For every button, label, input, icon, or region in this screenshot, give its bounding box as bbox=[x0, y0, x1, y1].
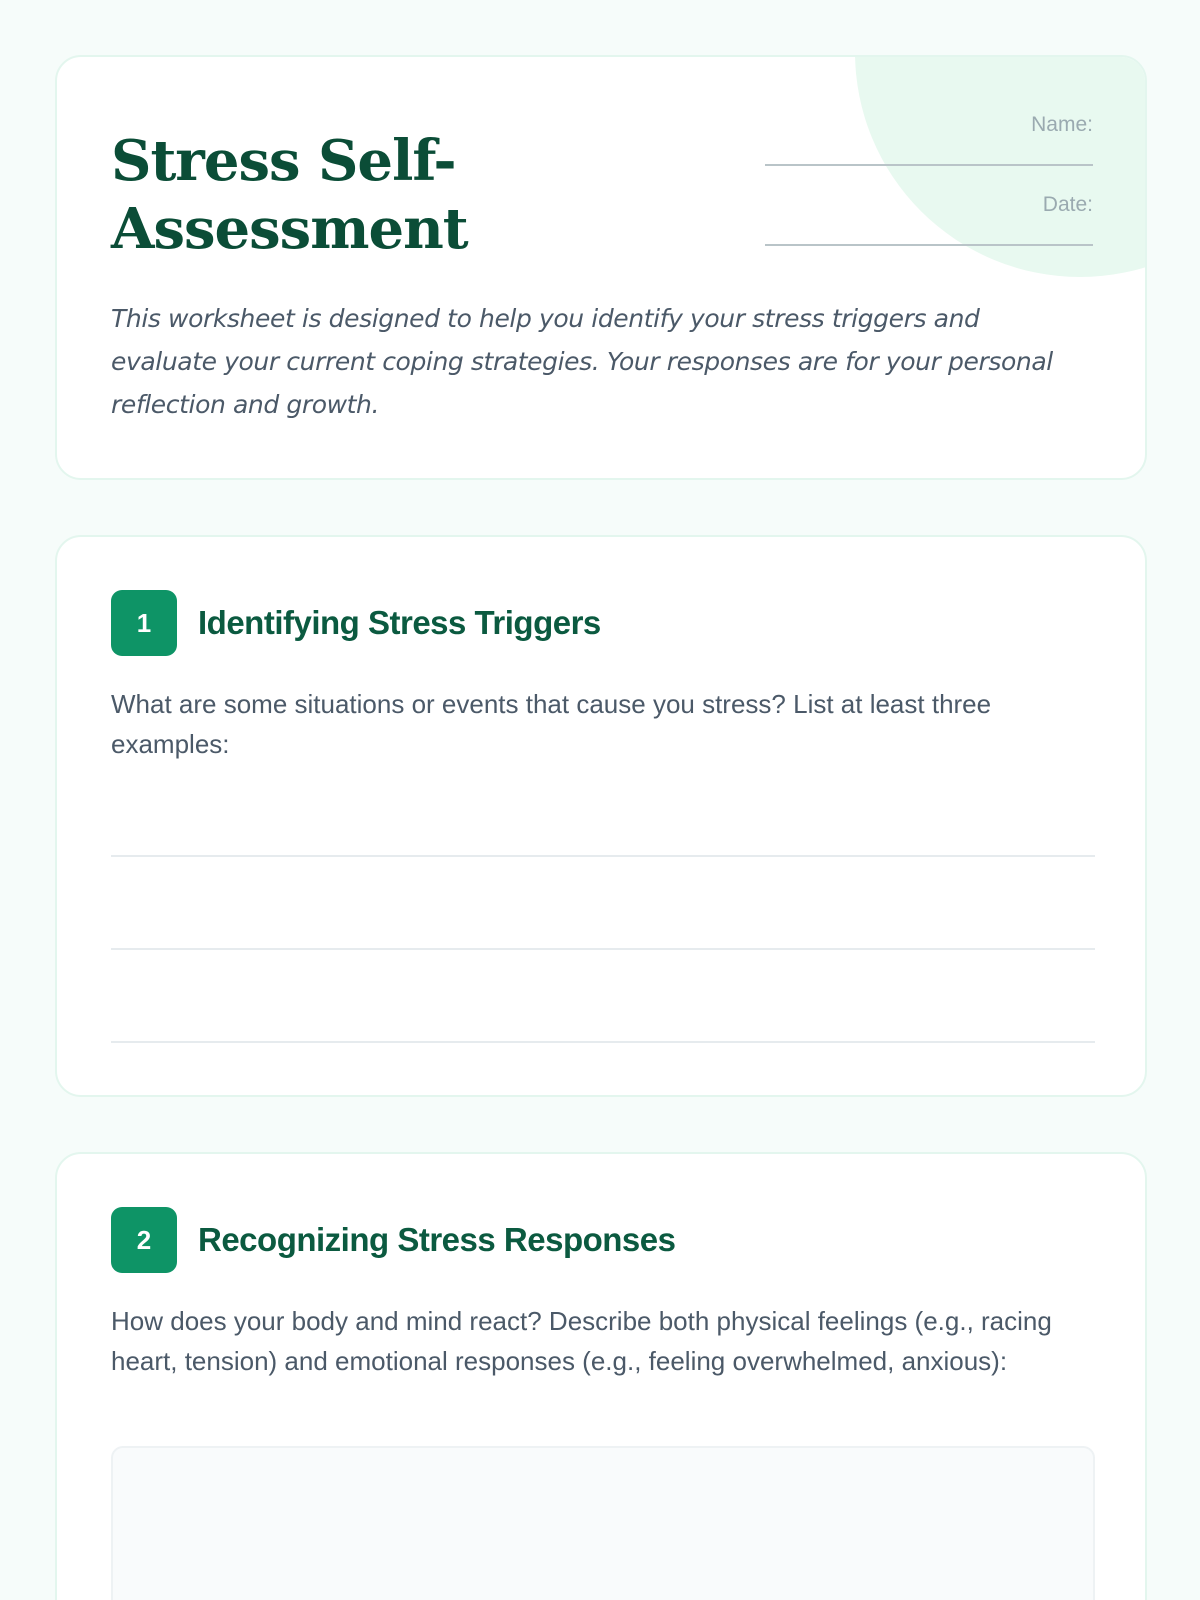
date-line[interactable] bbox=[765, 244, 1093, 246]
section-card-responses bbox=[55, 1152, 1147, 1600]
section-heading bbox=[111, 590, 601, 656]
section-card-triggers bbox=[55, 535, 1147, 1097]
date-label: Date: bbox=[1042, 193, 1093, 216]
intro-text: This worksheet is designed to help you identify your stress triggers and evaluate your current coping strategies. Your responses are for your personal reflection and growth. bbox=[111, 304, 1053, 419]
section-prompt: What are some situations or events that cause you stress? List at least three examples: bbox=[111, 689, 992, 759]
section-heading bbox=[111, 1207, 675, 1273]
name-field[interactable] bbox=[765, 113, 1093, 166]
section-number-badge: 2 bbox=[111, 1207, 177, 1273]
date-field[interactable] bbox=[765, 193, 1093, 246]
answer-line-1[interactable] bbox=[111, 855, 1095, 857]
answer-line-3[interactable] bbox=[111, 1041, 1095, 1043]
name-label: Name: bbox=[1031, 113, 1093, 136]
answer-line-2[interactable] bbox=[111, 948, 1095, 950]
section-prompt: How does your body and mind react? Describe both physical feelings (e.g., racing heart, tension) and emotional responses (e.g., feeling overwhelmed, anxious): bbox=[111, 1306, 1052, 1376]
name-line[interactable] bbox=[765, 164, 1093, 166]
section-title: Recognizing Stress Responses bbox=[198, 1221, 676, 1258]
section-number-badge: 1 bbox=[111, 590, 177, 656]
header-card bbox=[55, 55, 1147, 480]
page-title: Stress Self-Assessment bbox=[111, 128, 468, 262]
response-textarea[interactable] bbox=[111, 1446, 1095, 1600]
section-title: Identifying Stress Triggers bbox=[198, 604, 601, 641]
